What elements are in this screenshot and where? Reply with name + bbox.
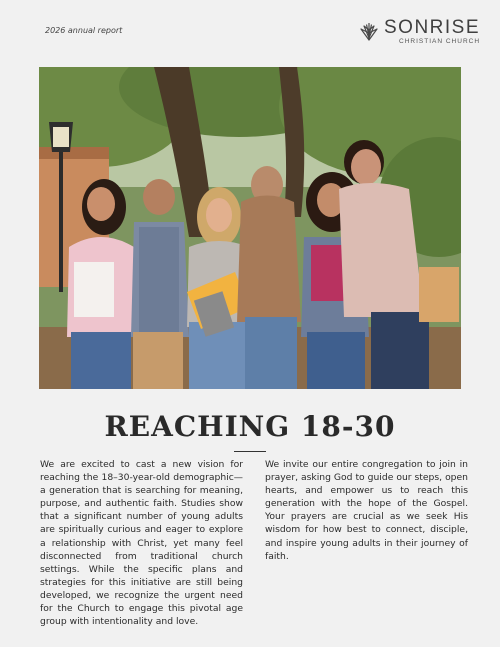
body-paragraph-left: We are excited to cast a new vision for reaching the 18–30-year-old demographic—a generation that is searching for meaning, purpose, and authentic faith. Studies show that a significant number of young adults are spiritually curious and eager to explore a relationship with Christ, yet many feel disconnected from traditional church settings. While the specific plans and strategies for this initiative are still being developed, we recognize the urgent need for the Church to engage this pivotal age group with intentionality and love.	[40, 459, 243, 628]
body-paragraph-right: We invite our entire congregation to join in prayer, asking God to guide our steps, open hearts, and empower us to reach this generation with the hope of the Gospel. Your prayers are crucial as we seek His wisdom for how best to connect, disciple, and inspire young adults in their journey of faith.	[265, 459, 468, 562]
page-header	[0, 0, 500, 60]
church-logo	[358, 18, 480, 46]
page-headline: REACHING 18-30	[104, 410, 396, 443]
logo-subtitle: CHRISTIAN CHURCH	[399, 38, 481, 45]
report-label: 2026 annual report	[45, 26, 123, 35]
sunrise-logo-icon	[358, 21, 380, 43]
headline-divider	[234, 451, 266, 452]
group-photo	[39, 67, 461, 389]
logo-name: SONRISE	[384, 17, 481, 38]
